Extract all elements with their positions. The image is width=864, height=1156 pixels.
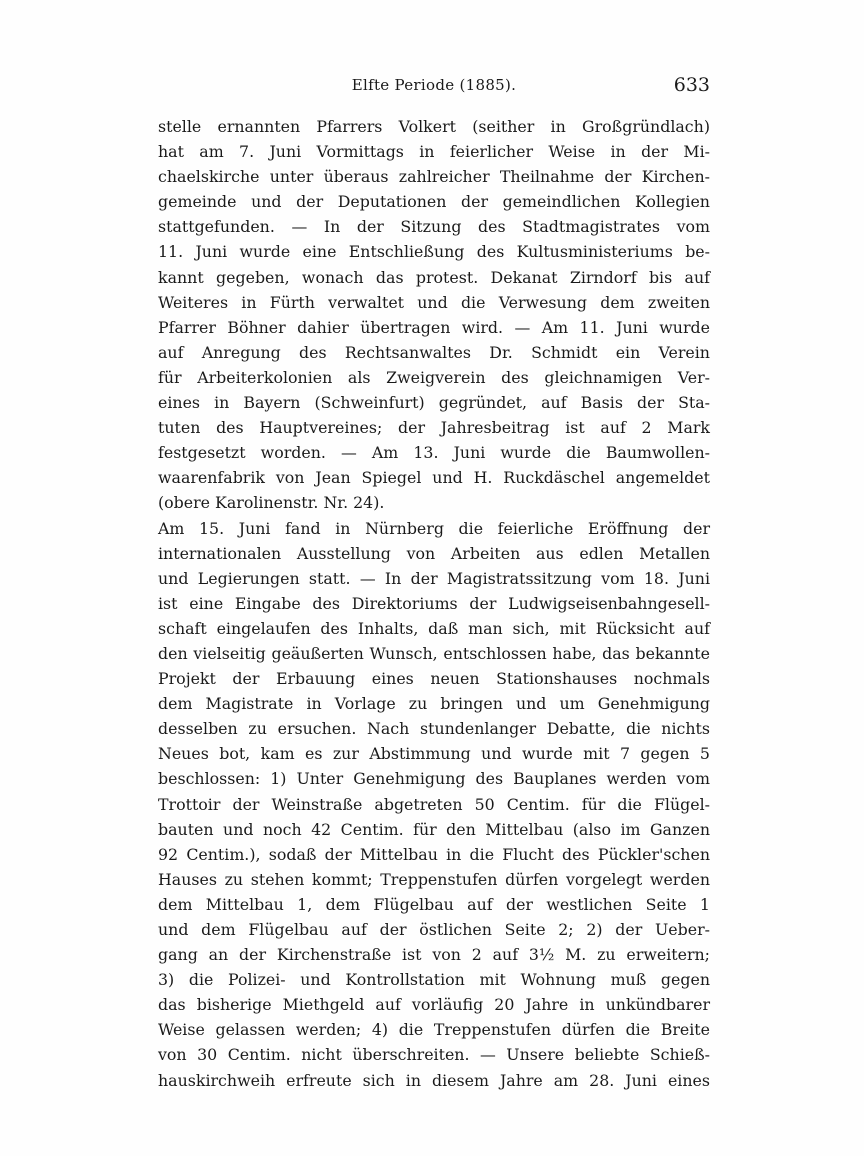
text-line: festgesetzt worden. — Am 13. Juni wurde die Baumwollen- — [158, 443, 710, 463]
text-line: stelle ernannten Pfarrers Volkert (seither in Großgründlach) — [158, 117, 710, 136]
text-line: schaft eingelaufen des Inhalts, daß man sich, mit Rücksicht auf — [158, 618, 710, 638]
text-line: dem Magistrate in Vorlage zu bringen und um Genehmigung — [158, 694, 710, 714]
running-head: Elfte Periode (1885). — [351, 76, 517, 94]
text-line: desselben zu ersuchen. Nach stundenlanger Debatte, die nichts — [158, 719, 710, 739]
text-line: das bisherige Miethgeld auf vorläufig 20 Jahre in unkündbarer — [158, 995, 710, 1015]
text-line: stattgefunden. — In der Sitzung des Stadtmagistrates vom — [158, 217, 710, 237]
text-line: den vielseitig geäußerten Wunsch, entschlossen habe, das bekannte — [158, 643, 710, 663]
page-header — [158, 74, 710, 98]
text-line: dem Mittelbau 1, dem Flügelbau auf der westlichen Seite 1 — [158, 894, 710, 914]
text-line: Pfarrer Böhner dahier übertragen wird. — Am 11. Juni wurde — [158, 317, 710, 337]
text-line: (obere Karolinenstr. Nr. 24). — [158, 493, 385, 513]
text-line: hauskirchweih erfreute sich in diesem Jahre am 28. Juni eines — [158, 1070, 710, 1090]
text-line: Weiteres in Fürth verwaltet und die Verwesung dem zweiten — [158, 292, 710, 312]
page-number: 633 — [673, 74, 710, 96]
text-line: kannt gegeben, wonach das protest. Dekanat Zirndorf bis auf — [158, 267, 710, 287]
text-line: tuten des Hauptvereines; der Jahresbeitrag ist auf 2 Mark — [158, 418, 710, 438]
text-line: Projekt der Erbauung eines neuen Stationshauses nochmals — [158, 669, 710, 689]
text-line: chaelskirche unter überaus zahlreicher Theilnahme der Kirchen- — [158, 167, 710, 187]
text-line: auf Anregung des Rechtsanwaltes Dr. Schmidt ein Verein — [158, 342, 710, 362]
text-line: 92 Centim.), sodaß der Mittelbau in die Flucht des Pückler'schen — [158, 844, 710, 864]
paragraph-2 — [158, 516, 710, 1093]
body-text — [158, 114, 710, 1093]
text-line: hat am 7. Juni Vormittags in feierlicher Weise in der Mi- — [158, 142, 710, 162]
text-line: und dem Flügelbau auf der östlichen Seite 2; 2) der Ueber- — [158, 920, 710, 939]
paragraph-1 — [158, 114, 710, 516]
text-line: gemeinde und der Deputationen der gemeindlichen Kollegien — [158, 192, 710, 212]
text-line: Weise gelassen werden; 4) die Treppenstufen dürfen die Breite — [158, 1020, 710, 1040]
text-line: 3) die Polizei- und Kontrollstation mit Wohnung muß gegen — [158, 970, 710, 990]
text-line: von 30 Centim. nicht überschreiten. — Unsere beliebte Schieß- — [158, 1045, 710, 1065]
text-line: für Arbeiterkolonien als Zweigverein des gleichnamigen Ver- — [158, 367, 710, 387]
text-line: eines in Bayern (Schweinfurt) gegründet, auf Basis der Sta- — [158, 393, 710, 413]
text-line: bauten und noch 42 Centim. für den Mittelbau (also im Ganzen — [158, 819, 710, 839]
text-line: und Legierungen statt. — In der Magistratssitzung vom 18. Juni — [158, 568, 710, 588]
text-line: Trottoir der Weinstraße abgetreten 50 Centim. für die Flügel- — [158, 794, 710, 814]
text-line: Neues bot, kam es zur Abstimmung und wurde mit 7 gegen 5 — [158, 744, 710, 764]
text-line: ist eine Eingabe des Direktoriums der Ludwigseisenbahngesell- — [158, 593, 710, 613]
text-line: Am 15. Juni fand in Nürnberg die feierliche Eröffnung der — [158, 518, 710, 538]
text-line: Hauses zu stehen kommt; Treppenstufen dürfen vorgelegt werden — [158, 869, 710, 889]
text-line: beschlossen: 1) Unter Genehmigung des Bauplanes werden vom — [158, 769, 710, 789]
text-line: 11. Juni wurde eine Entschließung des Kultusministeriums be- — [158, 242, 710, 262]
text-line: internationalen Ausstellung von Arbeiten aus edlen Metallen — [158, 543, 710, 563]
text-line: waarenfabrik von Jean Spiegel und H. Ruckdäschel angemeldet — [158, 468, 710, 488]
text-line: gang an der Kirchenstraße ist von 2 auf 3½ M. zu erweitern; — [158, 945, 710, 965]
